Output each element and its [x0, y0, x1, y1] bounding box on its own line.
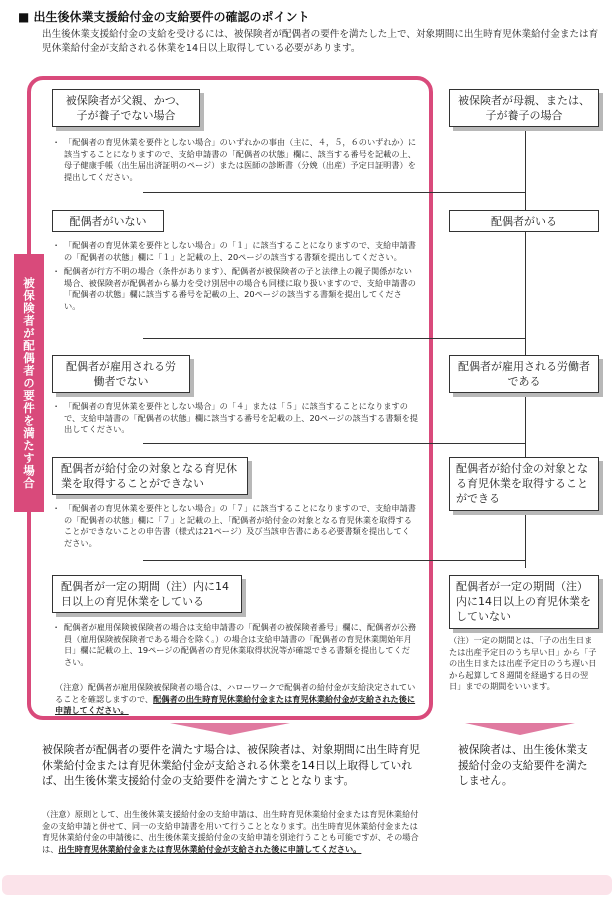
box-no-spouse: 配偶者がいない — [52, 210, 164, 232]
note-caution-underline: 配偶者の出生時育児休業給付金または育児休業給付金が支給された後に申請してください。 — [55, 693, 416, 715]
side-label: 被保険者が配偶者の要件を満たす場合 — [14, 254, 44, 512]
note-no-spouse-1: ・ 「配偶者の育児休業を要件としない場合」の「１」に該当することになりますので、支給申請書の「配偶者の状態」欄に「１」と記載の上、20ページの該当する書類を提出してください。 — [64, 240, 418, 263]
note-took-leave-text: ・ 配偶者が雇用保険被保険者の場合は支給申請書の「配偶者の被保険者番号」欄に、配偶者が公務員（雇用保険被保険者である場合を除く。）の場合は支給申請書の「配偶者の育児休業開始年月日」欄に記載の上、19ページの配偶者の育児休業取得状況等が確認できる書類を提出してください。 — [64, 622, 418, 668]
box-can-take-leave: 配偶者が給付金の対象となる育児休業を取得することができる — [449, 457, 599, 511]
box-is-employee: 配偶者が雇用される労働者である — [449, 355, 599, 393]
connector-1 — [143, 192, 525, 193]
box-father: 被保険者が父親、かつ、子が養子でない場合 — [52, 89, 200, 127]
result-right: 被保険者は、出生後休業支援給付金の支給要件を満たしません。 — [458, 743, 588, 787]
connector-4 — [143, 560, 525, 561]
note-cannot-take-leave-text: ・ 「配偶者の育児休業を要件としない場合」の「７」に該当することになりますので、支給申請書の「配偶者の状態」欄に「７」と記載の上、「配偶者が給付金の対象となる育児休業を取得することができないことの申告書（様式は21ページ）及び当該申告書にある必要書類を提出してください。 — [64, 503, 418, 549]
note-period: （注）一定の期間とは、「子の出生日または出産予定日のうち早い日」から「子の出生日または出産予定日のうち遅い日から起算して８週間を経過する日の翌日」までの期間をいいます。 — [449, 635, 597, 691]
note-no-spouse-2: ・ 配偶者が行方不明の場合（条件があります）、配偶者が被保険者の子と法律上の親子関係がない場合、被保険者が配偶者から暴力を受け別居中の場合も同様に取り扱いますので、支給申請書の「配偶者の状態」欄に該当する番号を記載の上、20ページの該当する書類を提出してください。 — [64, 266, 418, 312]
box-not-employee: 配偶者が雇用される労働者でない — [52, 355, 190, 393]
note-father-text: ・ 「配偶者の育児休業を要件としない場合」のいずれかの事由（主に、４，５，６のいずれか）に該当することになりますので、支給申請書の「配偶者の状態」欄に、該当する番号を記載の上、母子健康手帳（出生届出済証明のページ）または医師の診断書（分娩（出産）予定日証明書）を提出してください。 — [64, 137, 418, 183]
box-no-leave: 配偶者が一定の期間（注）内に14日以上の育児休業をしていない — [449, 575, 599, 629]
intro-text: 出生後休業支援給付金の支給を受けるには、被保険者が配偶者の要件を満たした上で、対象期間に出生時育児休業給付金または育児休業給付金が支給される休業を14日以上取得している必要があります。 — [42, 29, 599, 54]
note-not-employee — [52, 401, 418, 439]
note-not-employee-text: ・ 「配偶者の育児休業を要件としない場合」の「４」または「５」に該当することになりますので、支給申請書の「配偶者の状態」欄に該当する番号を記載の上、20ページの該当する書類を提出してください。 — [64, 401, 418, 436]
result-left: 被保険者が配偶者の要件を満たす場合は、被保険者は、対象期間に出生時育児休業給付金または育児休業給付金が支給される休業を14日以上取得していれば、出生後休業支援給付金の支給要件を満たすこととなります。 — [42, 743, 420, 787]
box-mother: 被保険者が母親、または、子が養子の場合 — [449, 89, 599, 127]
footnote-text: （注意）原則として、出生後休業支援給付金の支給申請は、出生時育児休業給付金または育児休業給付金の支給申請と併せて、同一の支給申請書を用いて行うこととなります。出生時育児休業給付金または育児休業給付金の申請後に、出生後休業支援給付金の支給申請を別途行うことも可能ですが、その場合は、 — [42, 809, 419, 854]
box-has-spouse: 配偶者がいる — [449, 210, 599, 232]
note-no-spouse — [52, 240, 418, 315]
connector-2 — [143, 338, 525, 339]
arrow-left-down — [170, 723, 290, 735]
connector-3 — [143, 443, 525, 444]
note-father — [52, 137, 418, 186]
box-cannot-take-leave: 配偶者が給付金の対象となる育児休業を取得することができない — [52, 457, 248, 495]
note-took-leave — [52, 622, 418, 671]
arrow-right-down — [465, 723, 575, 735]
bottom-band — [2, 875, 612, 895]
page-title: ■ 出生後休業支援給付金の支給要件の確認のポイント — [18, 10, 310, 24]
note-caution-text: （注意）配偶者が雇用保険被保険者の場合は、ハローワークで配偶者の給付金が支給決定されていることを確認しますので、 — [55, 682, 416, 704]
footnote-underline: 出生時育児休業給付金または育児休業給付金が支給された後に申請してください。 — [58, 843, 362, 854]
note-cannot-take-leave — [52, 503, 418, 552]
note-caution — [55, 682, 417, 717]
box-took-leave: 配偶者が一定の期間（注）内に14日以上の育児休業をしている — [52, 575, 242, 613]
footnote — [42, 809, 422, 855]
